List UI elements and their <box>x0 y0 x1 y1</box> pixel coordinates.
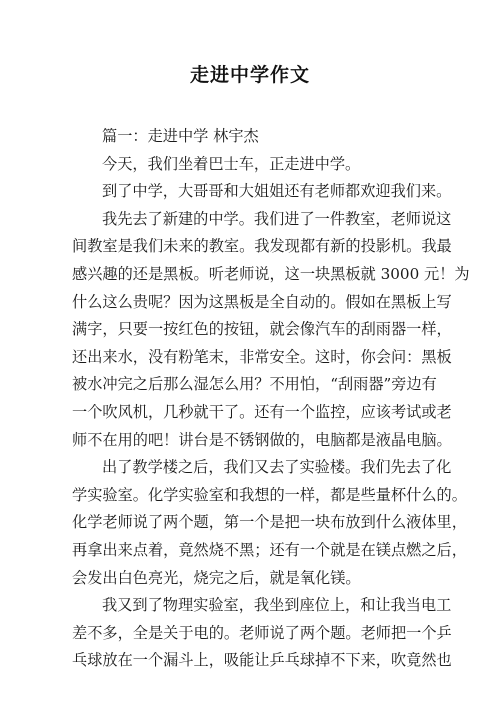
page-title: 走进中学作文 <box>189 64 310 86</box>
text-line: 今天，我们坐着巴士车，正走进中学。 <box>102 154 361 173</box>
essay-body <box>72 123 470 675</box>
essay-heading-line: 篇一：走进中学 林宇杰 <box>102 127 259 145</box>
text-line: 我先去了新建的中学。我们进了一件教室，老师说这 <box>102 209 452 228</box>
text-line: 到了中学，大哥哥和大姐姐还有老师都欢迎我们来。 <box>102 182 452 201</box>
text-line: 被水冲完之后那么湿怎么用？不用怕，“刮雨器”旁边有 <box>72 375 437 394</box>
text-line: 乓球放在一个漏斗上，吸能让乒乓球掉不下来，吹竟然也 <box>72 651 452 670</box>
text-line: 会发出白色亮光，烧完之后，就是氧化镁。 <box>72 568 361 587</box>
text-line: 还出来水，没有粉笔末，非常安全。这时，你会问：黑板 <box>72 347 452 366</box>
text-line: 间教室是我们未来的教室。我发现都有新的投影机。我最 <box>72 237 452 256</box>
text-line: 一个吹风机，几秒就干了。还有一个监控，应该考试或老 <box>72 402 452 421</box>
text-line: 再拿出来点着，竟然烧不黑；还有一个就是在镁点燃之后， <box>72 540 467 559</box>
text-line: 满字，只要一按红色的按钮，就会像汽车的刮雨器一样， <box>72 320 452 339</box>
text-line: 出了教学楼之后，我们又去了实验楼。我们先去了化 <box>102 458 452 477</box>
text-line: 差不多，全是关于电的。老师说了两个题。老师把一个乒 <box>72 623 452 642</box>
text-line: 学实验室。化学实验室和我想的一样，都是些量杯什么的。 <box>72 485 467 504</box>
text-line: 我又到了物理实验室，我坐到座位上，和让我当电工 <box>102 596 452 615</box>
text-line: 师不在用的吧！讲台是不锈钢做的，电脑都是液晶电脑。 <box>72 430 452 449</box>
text-line: 感兴趣的还是黑板。听老师说，这一块黑板就 3000 元！为 <box>72 264 470 283</box>
text-line: 化学老师说了两个题，第一个是把一块布放到什么液体里， <box>72 513 467 532</box>
text-line: 什么这么贵呢？因为这黑板是全自动的。假如在黑板上写 <box>72 292 452 311</box>
